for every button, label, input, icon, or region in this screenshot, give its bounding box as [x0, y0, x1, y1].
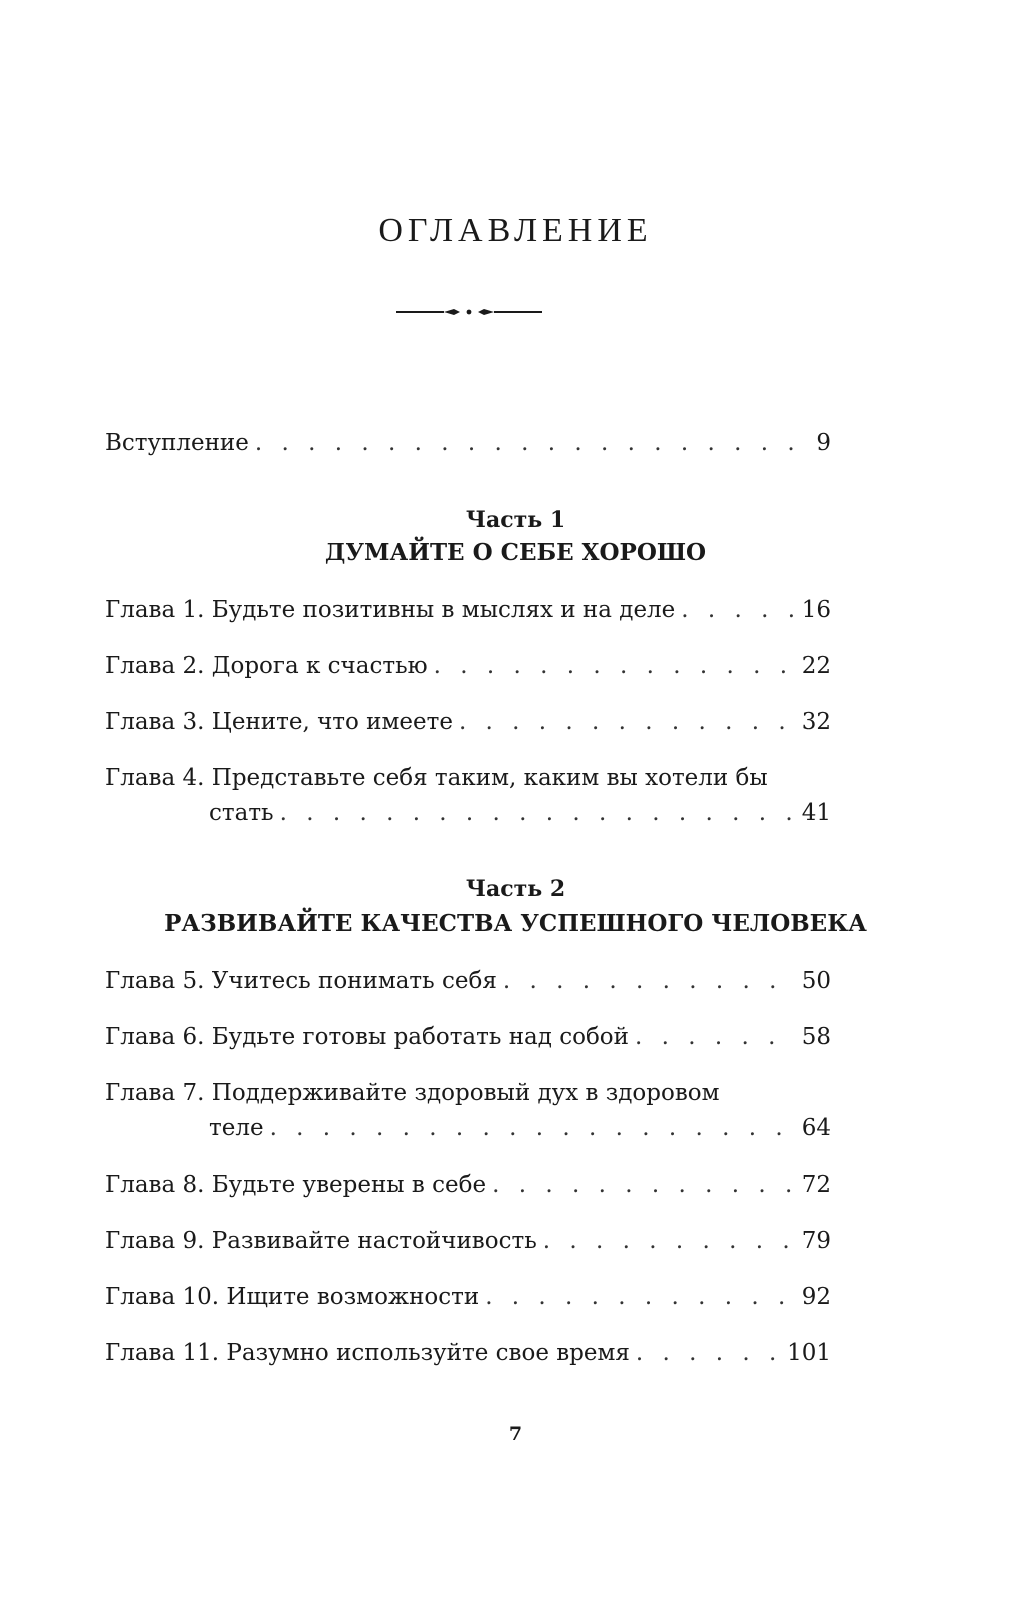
dot-leader: [485, 1282, 796, 1312]
toc-entry-chapter-4-title[interactable]: [105, 763, 768, 793]
toc-entry-page: 22: [801, 653, 831, 679]
chapter-prefix: Глава 7.: [105, 1080, 205, 1106]
toc-entry-chapter-11[interactable]: [105, 1338, 831, 1368]
dot-leader: [459, 707, 796, 737]
part-label: Часть 2: [465, 876, 566, 902]
page-title: ОГЛАВЛЕНИЕ: [378, 212, 653, 249]
toc-entry-page: 79: [801, 1228, 831, 1254]
part-title: ДУМАЙТЕ О СЕБЕ ХОРОШО: [324, 539, 707, 566]
toc-entry-title: Глава 10. Ищите возможности: [105, 1284, 480, 1310]
dot-leader: [543, 1226, 796, 1256]
toc-entry-chapter-6[interactable]: [105, 1022, 831, 1052]
toc-entry-title: Глава 2. Дорога к счастью: [105, 653, 428, 679]
toc-entry-chapter-4[interactable]: [209, 798, 831, 828]
toc-entry-page: 41: [801, 800, 831, 826]
toc-entry-title: Глава 8. Будьте уверены в себе: [105, 1172, 487, 1198]
chapter-prefix: Глава 4.: [105, 765, 205, 791]
dot-leader: [270, 1113, 796, 1143]
toc-entry-chapter-2[interactable]: [105, 651, 831, 681]
toc-entry-page: 16: [801, 597, 831, 623]
toc-entry-chapter-1[interactable]: [105, 595, 831, 625]
part-label: Часть 1: [465, 507, 566, 533]
dot-leader: [503, 966, 796, 996]
chapter-title: Представьте себя таким, каким вы хотели бы: [211, 765, 768, 791]
toc-entry-title: Глава 1. Будьте позитивны в мыслях и на деле: [105, 597, 676, 623]
toc-entry-chapter-10[interactable]: [105, 1282, 831, 1312]
toc-entry-title: Глава 11. Разумно используйте свое время: [105, 1340, 630, 1366]
toc-entry-title: Глава 5. Учитесь понимать себя: [105, 968, 497, 994]
toc-entry-title: Глава 6. Будьте готовы работать над собой: [105, 1024, 629, 1050]
dot-leader: [255, 428, 810, 458]
dot-leader: [434, 651, 796, 681]
toc-entry-page: 9: [816, 430, 831, 456]
toc-entry-page: 58: [801, 1024, 831, 1050]
toc-entry-title: Вступление: [105, 430, 249, 456]
toc-entry-continuation: стать: [209, 800, 274, 826]
dot-leader: [635, 1022, 796, 1052]
toc-entry-page: 72: [801, 1172, 831, 1198]
toc-entry-chapter-7[interactable]: [209, 1113, 831, 1143]
toc-entry-page: 101: [787, 1340, 831, 1366]
toc-entry-chapter-3[interactable]: [105, 707, 831, 737]
dot-leader: [280, 798, 796, 828]
dot-leader: [681, 595, 795, 625]
toc-entry-chapter-7-title[interactable]: [105, 1078, 720, 1108]
toc-entry-chapter-8[interactable]: [105, 1170, 831, 1200]
toc-entry-title: Глава 3. Цените, что имеете: [105, 709, 453, 735]
toc-entry-continuation: теле: [209, 1115, 264, 1141]
part-title: РАЗВИВАЙТЕ КАЧЕСТВА УСПЕШНОГО ЧЕЛОВЕКА: [164, 910, 867, 937]
toc-entry-title: Глава 9. Развивайте настойчивость: [105, 1228, 537, 1254]
toc-entry-page: 92: [801, 1284, 831, 1310]
toc-entry-page: 50: [801, 968, 831, 994]
toc-entry-intro[interactable]: [105, 428, 831, 458]
page-number: 7: [508, 1423, 523, 1445]
dot-leader: [492, 1170, 796, 1200]
toc-entry-page: 32: [801, 709, 831, 735]
chapter-title: Поддерживайте здоровый дух в здоровом: [211, 1080, 720, 1106]
toc-entry-chapter-9[interactable]: [105, 1226, 831, 1256]
toc-entry-chapter-5[interactable]: [105, 966, 831, 996]
dot-leader: [636, 1338, 781, 1368]
toc-entry-page: 64: [801, 1115, 831, 1141]
ornament-divider-icon: [396, 302, 542, 322]
